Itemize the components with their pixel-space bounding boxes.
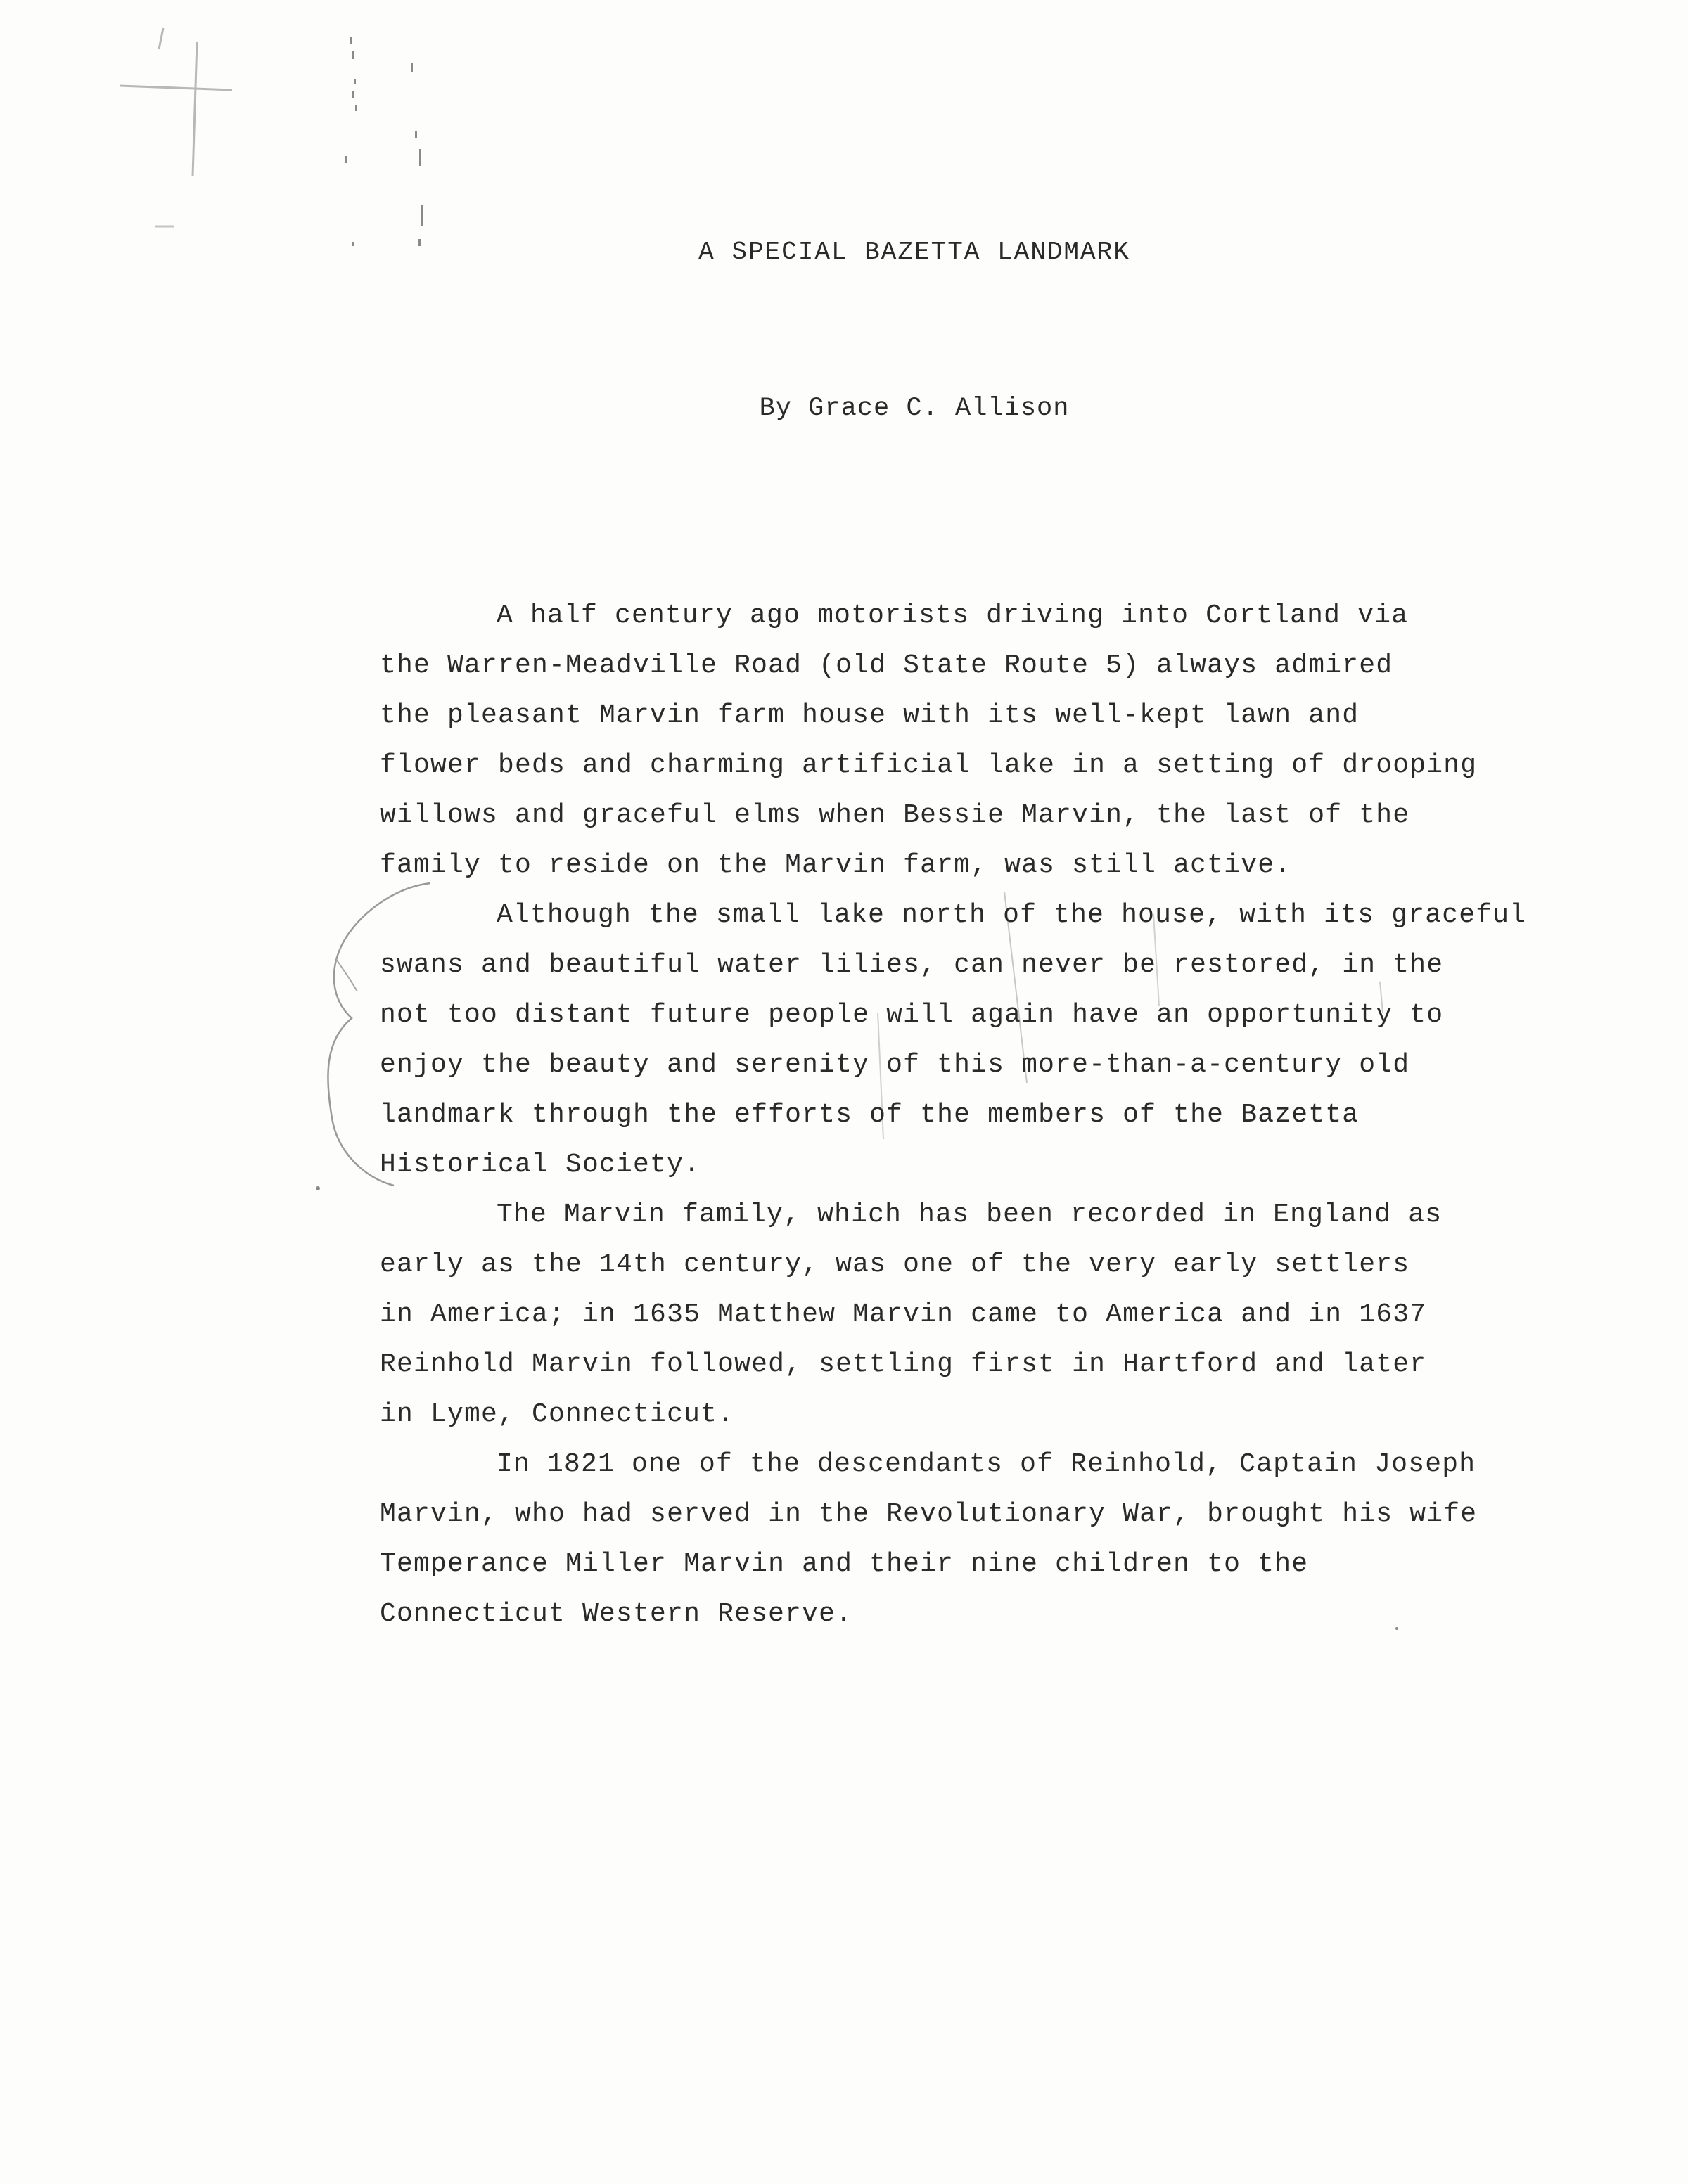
- body-line: the Warren-Meadville Road (old State Route 5) always admired: [380, 650, 1393, 681]
- body-line: In 1821 one of the descendants of Reinhold, Captain Joseph: [497, 1449, 1476, 1479]
- document-title: A SPECIAL BAZETTA LANDMARK: [698, 238, 1130, 266]
- body-line: Although the small lake north of the house, with its graceful: [497, 900, 1527, 930]
- body-line: willows and graceful elms when Bessie Marvin, the last of the: [380, 800, 1410, 830]
- body-line: Reinhold Marvin followed, settling first in Hartford and later: [380, 1349, 1427, 1380]
- body-line: Marvin, who had served in the Revolutionary War, brought his wife: [380, 1499, 1478, 1529]
- body-line: enjoy the beauty and serenity of this more-than-a-century old: [380, 1050, 1410, 1080]
- body-line: in Lyme, Connecticut.: [380, 1399, 735, 1430]
- pencil-margin-tick: [336, 959, 357, 991]
- body-line: Temperance Miller Marvin and their nine children to the: [380, 1549, 1309, 1579]
- document-byline: By Grace C. Allison: [759, 394, 1070, 423]
- body-line: Connecticut Western Reserve.: [380, 1599, 853, 1629]
- body-line: flower beds and charming artificial lake in a setting of drooping: [380, 750, 1478, 781]
- body-line: A half century ago motorists driving into Cortland via: [497, 600, 1409, 631]
- body-line: The Marvin family, which has been recorded in England as: [497, 1200, 1443, 1230]
- document-body: [380, 591, 1590, 1639]
- body-line: Historical Society.: [380, 1150, 701, 1180]
- body-line: the pleasant Marvin farm house with its well-kept lawn and: [380, 700, 1360, 731]
- body-line: early as the 14th century, was one of the very early settlers: [380, 1250, 1410, 1280]
- body-line: landmark through the efforts of the members of the Bazetta: [380, 1100, 1360, 1130]
- pencil-cross-mark: [120, 28, 232, 176]
- body-line: not too distant future people will again have an opportunity to: [380, 1000, 1444, 1030]
- body-line: in America; in 1635 Matthew Marvin came to America and in 1637: [380, 1299, 1427, 1330]
- body-line: swans and beautiful water lilies, can never be restored, in the: [380, 950, 1444, 980]
- body-line: family to reside on the Marvin farm, was still active.: [380, 850, 1292, 880]
